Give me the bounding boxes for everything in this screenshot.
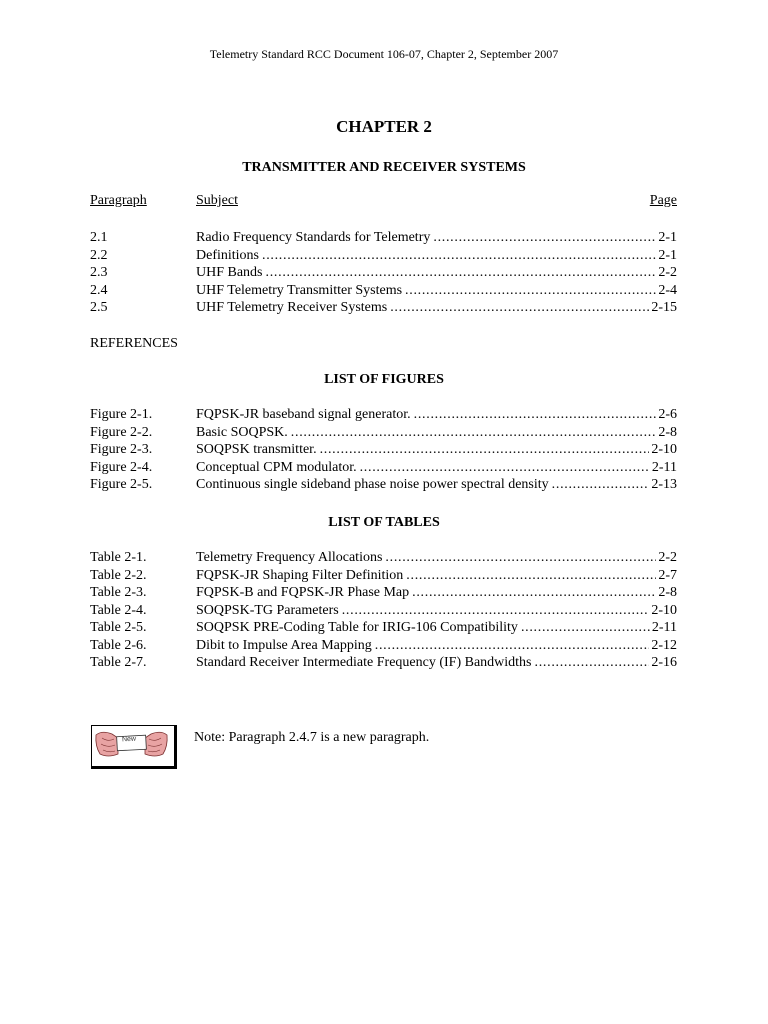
new-paragraph-note: Note: Paragraph 2.4.7 is a new paragraph. (194, 730, 430, 745)
chapter-subtitle: TRANSMITTER AND RECEIVER SYSTEMS (242, 160, 526, 175)
toc-entry-number: Table 2-5. (90, 620, 147, 635)
figures-list (90, 406, 677, 494)
toc-entry-title: FQPSK-JR baseband signal generator. (196, 407, 411, 422)
toc-entry (90, 264, 677, 282)
new-badge (91, 725, 177, 769)
toc-entry-title: SOQPSK-TG Parameters (196, 602, 339, 618)
chapter-title: CHAPTER 2 (336, 117, 432, 136)
toc-entry-page: 2-4 (658, 282, 677, 298)
column-header-paragraph: Paragraph (90, 193, 147, 208)
dot-leader (387, 299, 649, 317)
dot-leader (518, 619, 650, 637)
toc-entry-page: 2-8 (658, 424, 677, 440)
new-badge-label: New (121, 735, 137, 744)
toc-entry-number: 2.4 (90, 282, 108, 298)
dot-leader (409, 584, 656, 602)
toc-entry-page: 2-1 (658, 247, 677, 263)
toc-entry-title: Continuous single sideband phase noise power spectral density (196, 477, 549, 492)
toc-entry (90, 424, 677, 442)
dot-leader (549, 476, 650, 494)
toc-entry-page: 2-7 (658, 567, 677, 583)
toc-entry-number: Figure 2-3. (90, 442, 153, 457)
toc-entry-number: Figure 2-2. (90, 424, 153, 440)
toc-entry (90, 406, 677, 424)
toc-entry-number: Figure 2-5. (90, 477, 153, 492)
column-header-subject: Subject (196, 193, 238, 208)
toc-entry-number: Table 2-7. (90, 655, 147, 670)
toc-entry-page: 2-10 (651, 442, 677, 457)
toc-entry-title: UHF Bands (196, 265, 263, 280)
toc-entry-page: 2-15 (651, 300, 677, 315)
toc-entry (90, 619, 677, 637)
toc-entry (90, 654, 677, 672)
toc-entry (90, 584, 677, 602)
toc-entry-title: UHF Telemetry Transmitter Systems (196, 282, 403, 298)
toc-entry-title: Dibit to Impulse Area Mapping (196, 637, 372, 653)
dot-leader (532, 654, 650, 672)
toc-entry (90, 441, 677, 459)
toc-entry-page: 2-13 (651, 477, 677, 492)
toc-entry-page: 2-16 (651, 655, 677, 670)
toc-entry-title: Definitions (196, 247, 259, 263)
toc-entry-title: SOQPSK PRE-Coding Table for IRIG-106 Compatibility (196, 620, 518, 635)
toc-entry-page: 2-8 (658, 585, 677, 600)
dot-leader (403, 567, 656, 585)
toc-entry-title: UHF Telemetry Receiver Systems (196, 300, 388, 315)
toc-entry-page: 2-2 (658, 550, 677, 565)
tables-list (90, 549, 677, 672)
toc-entry-number: Table 2-6. (90, 637, 147, 653)
toc-entry-number: 2.1 (90, 230, 108, 245)
toc-entry (90, 459, 677, 477)
dot-leader (263, 264, 657, 282)
toc-entry-number: Figure 2-4. (90, 459, 153, 475)
toc-entry-page: 2-6 (658, 407, 677, 422)
toc-entry-number: Figure 2-1. (90, 407, 153, 422)
dot-leader (411, 406, 657, 424)
toc-entry-page: 2-11 (651, 459, 677, 475)
hands-holding-new-sign-icon (92, 726, 171, 763)
toc-entry-number: 2.3 (90, 265, 108, 280)
column-header-page: Page (649, 193, 677, 208)
toc-entry-title: Standard Receiver Intermediate Frequency (IF) Bandwidths (196, 655, 532, 670)
references-heading: REFERENCES (90, 336, 178, 351)
toc-entry (90, 549, 677, 567)
toc-entry-number: 2.5 (90, 300, 108, 315)
dot-leader (317, 441, 650, 459)
toc-entry-title: Radio Frequency Standards for Telemetry (196, 230, 431, 245)
toc-entry-number: Table 2-3. (90, 585, 147, 600)
list-of-figures-heading: LIST OF FIGURES (324, 372, 444, 387)
toc-entry (90, 229, 677, 247)
toc-entry-page: 2-11 (651, 620, 677, 635)
toc-entry-title: FQPSK-B and FQPSK-JR Phase Map (196, 585, 410, 600)
contents-column-headers (90, 193, 677, 210)
toc-entry-title: FQPSK-JR Shaping Filter Definition (196, 567, 404, 583)
toc-entry-title: Conceptual CPM modulator. (196, 459, 357, 475)
dot-leader (357, 459, 650, 477)
toc-entry-page: 2-2 (658, 265, 677, 280)
toc-entry-title: Basic SOQPSK. (196, 424, 288, 440)
dot-leader (402, 282, 656, 300)
contents-list (90, 229, 677, 317)
toc-entry-number: 2.2 (90, 247, 108, 263)
dot-leader (339, 602, 650, 620)
toc-entry (90, 299, 677, 317)
list-of-tables-heading: LIST OF TABLES (328, 515, 440, 530)
toc-entry-number: Table 2-1. (90, 550, 147, 565)
running-header: Telemetry Standard RCC Document 106-07, Chapter 2, September 2007 (209, 47, 559, 61)
toc-entry (90, 247, 677, 265)
dot-leader (372, 637, 650, 655)
toc-entry (90, 602, 677, 620)
toc-entry-page: 2-12 (651, 637, 677, 653)
dot-leader (430, 229, 656, 247)
toc-entry-title: Telemetry Frequency Allocations (196, 550, 383, 565)
toc-entry-title: SOQPSK transmitter. (196, 442, 317, 457)
dot-leader (382, 549, 656, 567)
toc-entry (90, 637, 677, 655)
toc-entry-number: Table 2-2. (90, 567, 147, 583)
dot-leader (259, 247, 656, 265)
toc-entry-page: 2-10 (651, 602, 677, 618)
toc-entry-page: 2-1 (658, 230, 677, 245)
toc-entry-number: Table 2-4. (90, 602, 147, 618)
toc-entry (90, 567, 677, 585)
toc-entry (90, 282, 677, 300)
dot-leader (288, 424, 657, 442)
toc-entry (90, 476, 677, 494)
